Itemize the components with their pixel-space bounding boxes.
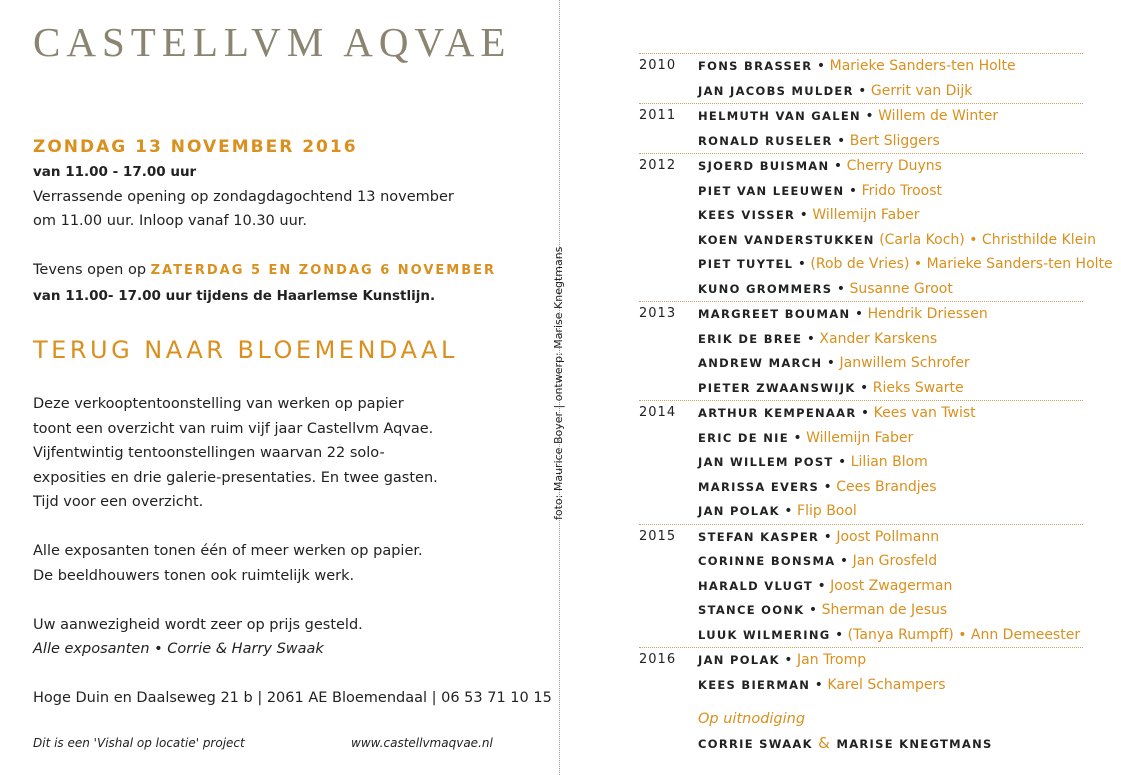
separator: • bbox=[830, 626, 848, 643]
separator: • bbox=[812, 58, 830, 74]
year: 2016 bbox=[639, 652, 677, 667]
list-item bbox=[639, 104, 1083, 129]
guest-name: Rieks Swarte bbox=[872, 379, 964, 396]
list-item bbox=[639, 648, 1083, 673]
credits: foto: Maurice Boyer | ontwerp: Marise Knegtmans bbox=[552, 246, 565, 520]
artist-name: HELMUTH VAN GALEN bbox=[698, 109, 861, 123]
list-item bbox=[639, 252, 1113, 277]
year: 2012 bbox=[639, 158, 677, 173]
guest-name: (Rob de Vries) • Marieke Sanders-ten Holte bbox=[810, 256, 1113, 272]
guest-name: Marieke Sanders-ten Holte bbox=[829, 58, 1016, 74]
guest-name: Cees Brandjes bbox=[836, 478, 937, 495]
guest-name: (Tanya Rumpff) • Ann Demeester bbox=[847, 626, 1081, 643]
year-group bbox=[639, 524, 1083, 648]
also-open-dates: ZATERDAG 5 EN ZONDAG 6 NOVEMBER bbox=[150, 263, 497, 278]
list-item bbox=[639, 79, 1083, 104]
separator: • bbox=[819, 478, 837, 495]
separator: • bbox=[804, 602, 822, 618]
invite-name: CORRIE SWAAK bbox=[698, 737, 813, 751]
guest-name: Jan Grosfeld bbox=[852, 553, 938, 569]
artist-name: ERIK DE BREE bbox=[698, 331, 803, 346]
artist-name: STANCE OONK bbox=[698, 603, 805, 617]
list-item bbox=[639, 129, 1083, 154]
separator: • bbox=[829, 158, 847, 174]
year-group bbox=[639, 153, 1113, 301]
artist-name: MARISSA EVERS bbox=[698, 479, 820, 494]
list-item bbox=[639, 376, 1083, 401]
list-item bbox=[639, 277, 1083, 302]
artist-name: HARALD VLUGT bbox=[698, 578, 813, 593]
also-open-hours: van 11.00- 17.00 uur tijdens de Haarlemse Kunstlijn. bbox=[33, 287, 436, 304]
separator: • bbox=[856, 405, 874, 421]
list-item bbox=[639, 574, 1083, 599]
separator: • bbox=[819, 528, 837, 545]
separator: • bbox=[793, 256, 811, 272]
guest-name: Flip Bool bbox=[797, 503, 857, 519]
year-group bbox=[639, 400, 1083, 524]
year: 2010 bbox=[639, 58, 677, 73]
artist-name: KUNO GROMMERS bbox=[698, 281, 833, 296]
artist-name: RONALD RUSELER bbox=[698, 133, 833, 148]
separator: • bbox=[788, 429, 807, 446]
guest-name: Sherman de Jesus bbox=[821, 602, 948, 618]
list-item bbox=[639, 54, 1083, 79]
opening-line: om 11.00 uur. Inloop vanaf 10.30 uur. bbox=[33, 213, 307, 229]
list-item bbox=[639, 673, 1083, 698]
guest-name: Jan Tromp bbox=[797, 652, 867, 668]
list-item bbox=[639, 475, 1083, 500]
artist-name: JAN WILLEM POST bbox=[698, 455, 834, 469]
guest-name: Joost Zwagerman bbox=[830, 577, 953, 594]
body-line: Deze verkooptentoonstelling van werken op papier bbox=[33, 396, 404, 412]
artist-name: PIET TUYTEL bbox=[698, 257, 794, 271]
ampersand: & bbox=[818, 734, 832, 752]
title: TERUG NAAR BLOEMENDAAL bbox=[33, 336, 458, 364]
artist-name: STEFAN KASPER bbox=[698, 529, 820, 544]
list-item bbox=[639, 203, 1083, 228]
invite-name: MARISE KNEGTMANS bbox=[836, 737, 993, 751]
guest-name: Karel Schampers bbox=[827, 676, 946, 693]
invite bbox=[698, 708, 993, 757]
artist-name: ERIC DE NIE bbox=[698, 430, 789, 445]
separator: • bbox=[844, 182, 862, 199]
year: 2015 bbox=[639, 528, 677, 544]
hours: van 11.00 - 17.00 uur bbox=[33, 164, 197, 180]
list-item bbox=[639, 623, 1083, 648]
guest-name: Lilian Blom bbox=[850, 454, 928, 470]
year: 2014 bbox=[639, 405, 677, 420]
separator: • bbox=[832, 280, 850, 297]
exhibition-list bbox=[639, 53, 1113, 697]
separator: • bbox=[832, 132, 850, 149]
intro bbox=[33, 160, 496, 308]
year: 2013 bbox=[639, 306, 677, 321]
separator: • bbox=[810, 676, 828, 693]
guest-name: Willemijn Faber bbox=[812, 207, 920, 223]
separator: • bbox=[802, 330, 820, 347]
invite-label: Op uitnodiging bbox=[698, 711, 806, 727]
body-line: Alle exposanten tonen één of meer werken op papier. bbox=[33, 543, 423, 559]
list-item bbox=[639, 302, 1083, 327]
year-group bbox=[639, 647, 1083, 697]
body-line: Tijd voor een overzicht. bbox=[33, 494, 204, 510]
guest-name: Janwillem Schrofer bbox=[839, 355, 970, 371]
separator: • bbox=[835, 553, 853, 569]
guest-name: Bert Sliggers bbox=[849, 132, 940, 149]
artist-name: LUUK WILMERING bbox=[698, 627, 831, 642]
list-item bbox=[639, 450, 1083, 475]
artist-name: JAN POLAK bbox=[698, 653, 780, 667]
separator: • bbox=[850, 306, 868, 322]
separator: • bbox=[853, 82, 871, 99]
artist-name: MARGREET BOUMAN bbox=[698, 307, 851, 321]
body bbox=[33, 392, 552, 711]
artist-name: ARTHUR KEMPENAAR bbox=[698, 406, 857, 420]
guest-name: Gerrit van Dijk bbox=[870, 82, 973, 99]
list-item bbox=[639, 154, 1083, 179]
guest-name: (Carla Koch) • Christhilde Klein bbox=[879, 231, 1097, 248]
list-item bbox=[639, 525, 1083, 550]
logo: CASTELLVM AQVAE bbox=[33, 19, 512, 65]
separator: • bbox=[779, 503, 798, 519]
guest-name: Hendrik Driessen bbox=[867, 306, 988, 322]
guest-name: Kees van Twist bbox=[873, 405, 976, 421]
guest-name: Xander Karskens bbox=[819, 330, 938, 347]
artist-name: JAN POLAK bbox=[698, 504, 780, 518]
artist-name: CORINNE BONSMA bbox=[698, 554, 836, 568]
date-heading: ZONDAG 13 NOVEMBER 2016 bbox=[33, 137, 358, 157]
artist-name: SJOERD BUISMAN bbox=[698, 159, 830, 173]
guest-name: Willemijn Faber bbox=[806, 429, 914, 446]
list-item bbox=[639, 499, 1083, 524]
artist-name: JAN JACOBS MULDER bbox=[698, 83, 854, 98]
guest-name: Susanne Groot bbox=[849, 280, 953, 297]
welcome: Uw aanwezigheid wordt zeer op prijs gesteld. bbox=[33, 616, 363, 633]
list-item bbox=[639, 401, 1083, 426]
list-item bbox=[639, 426, 1083, 451]
artist-name: PIET VAN LEEUWEN bbox=[698, 183, 845, 198]
body-line: De beeldhouwers tonen ook ruimtelijk werk. bbox=[33, 567, 355, 584]
footer-left: Dit is een 'Vishal op locatie' project bbox=[33, 736, 245, 750]
artist-name: ANDREW MARCH bbox=[698, 356, 823, 370]
signature: Alle exposanten • Corrie & Harry Swaak bbox=[33, 641, 324, 657]
list-item bbox=[639, 228, 1097, 253]
website-link[interactable]: www.castellvmaqvae.nl bbox=[351, 736, 493, 750]
guest-name: Cherry Duyns bbox=[846, 158, 942, 174]
guest-name: Frido Troost bbox=[861, 182, 943, 199]
artist-name: KEES VISSER bbox=[698, 208, 796, 222]
also-open-prefix: Tevens open op bbox=[33, 262, 147, 278]
separator: • bbox=[779, 652, 798, 668]
body-line: toont een overzicht van ruim vijf jaar Castellvm Aqvae. bbox=[33, 420, 434, 437]
year-group bbox=[639, 103, 1083, 153]
artist-name: PIETER ZWAANSWIJK bbox=[698, 380, 856, 395]
list-item bbox=[639, 549, 1083, 574]
separator: • bbox=[795, 207, 813, 223]
separator: • bbox=[833, 454, 851, 470]
list-item bbox=[639, 351, 1083, 376]
list-item bbox=[639, 598, 1083, 623]
separator: • bbox=[860, 108, 879, 124]
separator: • bbox=[855, 379, 873, 396]
separator: • bbox=[813, 577, 831, 594]
artist-name: KEES BIERMAN bbox=[698, 677, 811, 692]
guest-name: Willem de Winter bbox=[878, 108, 999, 124]
artist-name: FONS BRASSER bbox=[698, 59, 813, 73]
opening-line: Verrassende opening op zondagdagochtend 13 november bbox=[33, 188, 454, 205]
year: 2011 bbox=[639, 108, 677, 123]
list-item bbox=[639, 179, 1083, 204]
artist-name: KOEN VANDERSTUKKEN bbox=[698, 232, 875, 247]
address: Hoge Duin en Daalseweg 21 b | 2061 AE Bloemendaal | 06 53 71 10 15 bbox=[33, 690, 552, 706]
list-item bbox=[639, 327, 1083, 352]
body-line: Vijfentwintig tentoonstellingen waarvan 22 solo- bbox=[33, 445, 385, 461]
body-line: exposities en drie galerie-presentaties. En twee gasten. bbox=[33, 469, 438, 486]
separator: • bbox=[822, 355, 840, 371]
guest-name: Joost Pollmann bbox=[836, 528, 940, 545]
year-group bbox=[639, 301, 1083, 400]
year-group bbox=[639, 53, 1083, 103]
